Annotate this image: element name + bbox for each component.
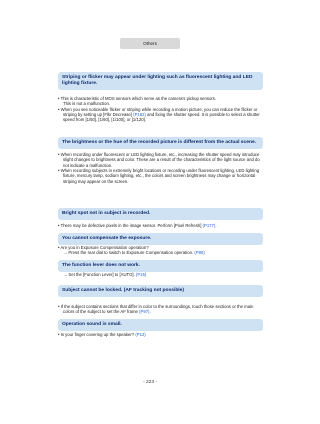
heading-operation-sound: Operation sound is small.	[58, 319, 263, 331]
list-item: • Are you in Exposure Compensation operation?	[58, 245, 149, 250]
heading-striping-flicker: Striping or flicker may appear under lighting such as fluorescent lighting and LED lighting fixture.	[58, 72, 263, 90]
list-item: • This is characteristic of MOS sensors which serve as the camera's pickup sensors.	[58, 96, 217, 101]
section-tab: Others	[120, 38, 180, 49]
section-striping-flicker-body	[58, 96, 263, 123]
list-item: • When recording subjects in extremely bright locations or recording under fluorescent lighting, LED lighting fixture, mercury lamp, sodium lighting, etc., the colors and screen brightness may change or horizontal striping may appear on the screen.	[58, 168, 260, 184]
list-item: • When recording under fluorescent or LED lighting fixture, etc., increasing the shutter speed may introduce slight changes to brightness and color. These are a result of the characteristics of the light source and do not indicate a malfunction.	[58, 152, 260, 168]
heading-exposure-compensation: You cannot compensate the exposure.	[58, 233, 263, 245]
page-reference-link[interactable]: (P86)	[194, 250, 205, 256]
heading-af-tracking: Subject cannot be locked. (AF tracking not possible)	[58, 285, 263, 297]
list-item: • There may be defective pixels in the image sensor. Perform [Pixel Refresh] (P177).	[58, 223, 217, 228]
page-reference-link[interactable]: (P12)	[135, 332, 146, 337]
section-brightness-hue-body	[58, 152, 263, 184]
section-function-lever-body	[58, 272, 263, 277]
section-bright-spot-body	[58, 223, 263, 228]
section-exposure-compensation-body	[58, 245, 263, 256]
heading-function-lever: The function lever does not work.	[58, 260, 263, 272]
list-item: • If the subject contains sections that differ in color to the surroundings, touch those sections or the main colors of the subject to set the AF frame (P97).	[58, 304, 254, 315]
section-af-tracking-body	[58, 304, 263, 315]
page-reference-link[interactable]: (P97)	[139, 309, 150, 315]
page-number: - 223 -	[143, 380, 157, 385]
heading-bright-spot: Bright spot not in subject is recorded.	[58, 208, 263, 220]
list-item: This is not a malfunction.	[63, 101, 111, 107]
page-reference-link[interactable]: (P182)	[133, 112, 146, 118]
heading-brightness-hue: The brightness or the hue of the recorded picture is different from the actual scene.	[58, 137, 263, 149]
list-item: • When you see noticeable flicker or striping while recording a motion picture, you can reduce the flicker or striping by setting up [Flkr Decrease] (P182) and fixing the shutter speed. It is possible to select a shutter speed from [1/50], [1/60], [1/100], or [1/120].	[58, 106, 260, 123]
list-item: → Set the [Function Lever] to [AUTO]. (P15)	[63, 272, 147, 277]
list-item: → Press the rear dial to switch to Exposure Compensation operation. (P86)	[63, 250, 205, 256]
page-reference-link[interactable]: (P177)	[202, 223, 216, 228]
section-operation-sound-body	[58, 332, 263, 337]
page-reference-link[interactable]: (P15)	[135, 272, 147, 277]
list-item: • Is your finger covering up the speaker? (P12)	[58, 332, 146, 337]
